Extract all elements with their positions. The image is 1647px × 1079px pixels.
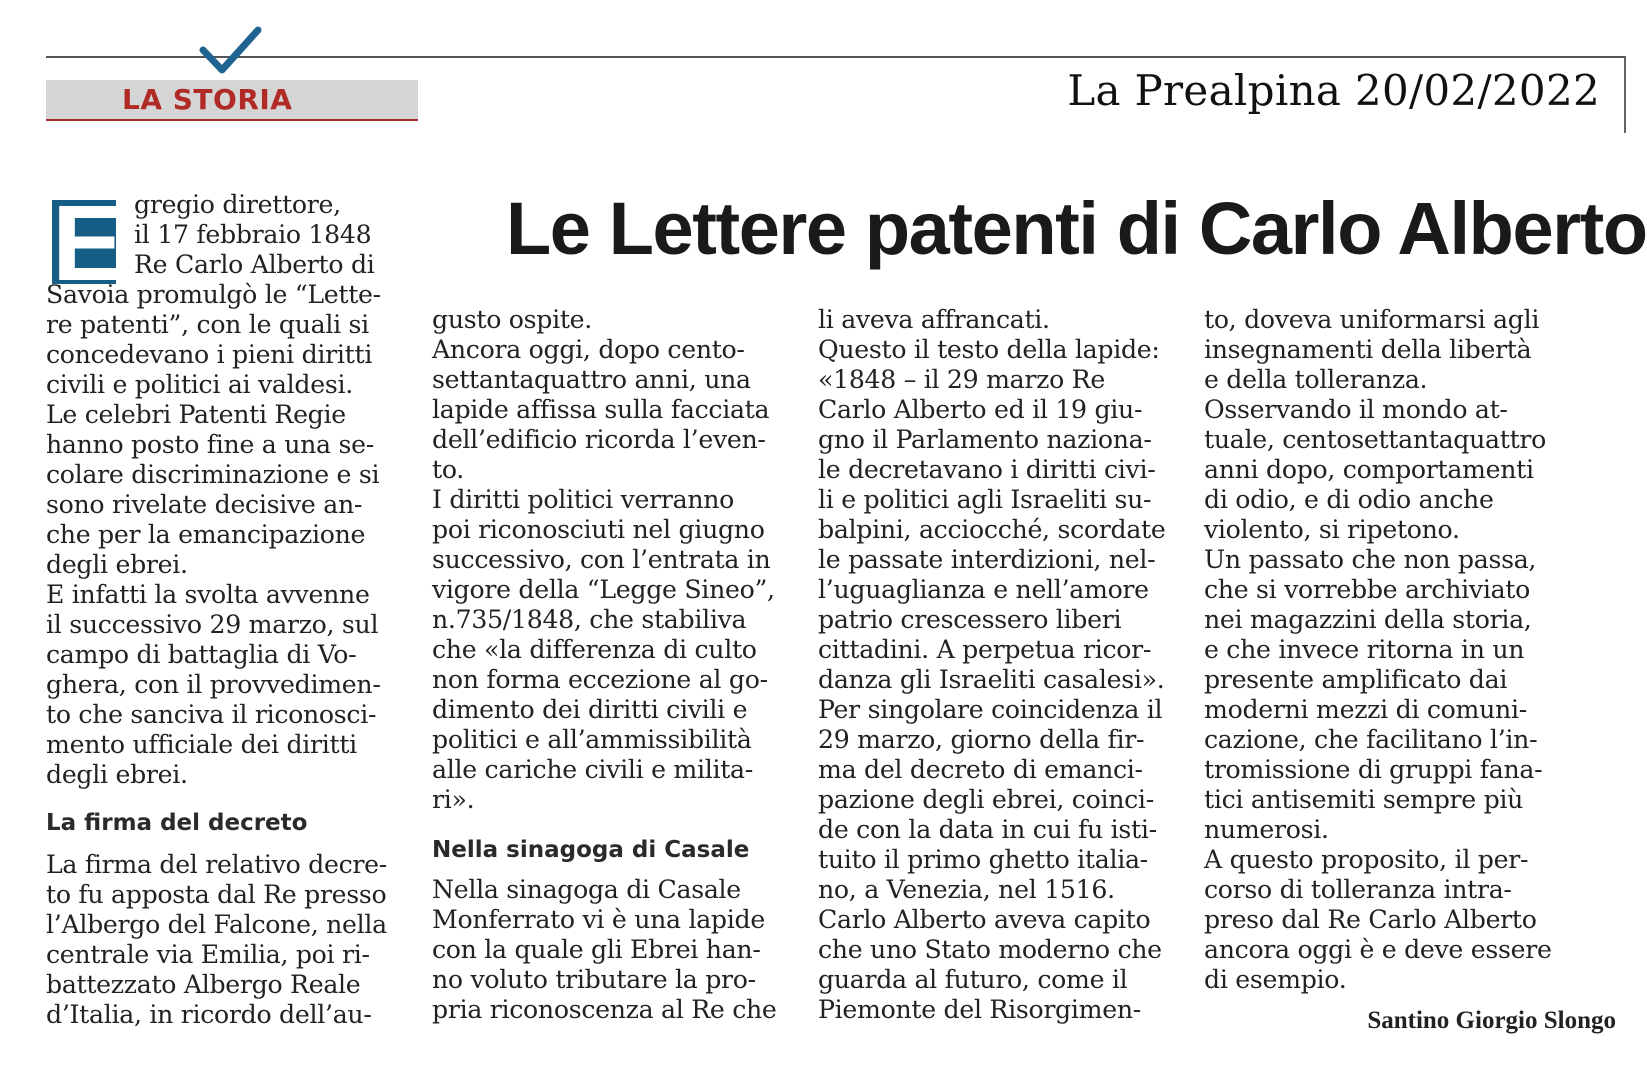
text-line: balpini, acciocché, scordate xyxy=(818,515,1166,544)
text-line: Questo il testo della lapide: xyxy=(818,335,1160,364)
text-line: poi riconosciuti nel giugno xyxy=(432,515,765,544)
text-line: che «la differenza di culto xyxy=(432,635,757,664)
text-line: cazione, che facilitano l’in- xyxy=(1204,725,1538,754)
text-line: non forma eccezione al go- xyxy=(432,665,768,694)
text-line: to che sanciva il riconosci- xyxy=(46,700,377,729)
text-line: patrio crescessero liberi xyxy=(818,605,1122,634)
text-line: moderni mezzi di comuni- xyxy=(1204,695,1527,724)
text-line: I diritti politici verranno xyxy=(432,485,735,514)
text-line: violento, si ripetono. xyxy=(1204,515,1460,544)
text-line: campo di battaglia di Vo- xyxy=(46,640,357,669)
text-line: colare discriminazione e si xyxy=(46,460,380,489)
text-line: Nella sinagoga di Casale xyxy=(432,875,741,904)
section-label xyxy=(46,80,418,121)
text-line: corso di tolleranza intra- xyxy=(1204,875,1512,904)
text-line: ri». xyxy=(432,785,475,814)
text-line: tici antisemiti sempre più xyxy=(1204,785,1524,814)
text-line: di odio, e di odio anche xyxy=(1204,485,1494,514)
text-line: to. xyxy=(432,455,464,484)
text-line: li e politici agli Israeliti su- xyxy=(818,485,1152,514)
text-line: nei magazzini della storia, xyxy=(1204,605,1532,634)
text-line: de con la data in cui fu isti- xyxy=(818,815,1157,844)
text-line: dimento dei diritti civili e xyxy=(432,695,748,724)
text-line: re patenti”, con le quali si xyxy=(46,310,369,339)
text-line: «1848 – il 29 marzo Re xyxy=(818,365,1105,394)
text-line: con la quale gli Ebrei han- xyxy=(432,935,761,964)
author-signature: Santino Giorgio Slongo xyxy=(1367,1007,1616,1034)
text-line: sono rivelate decisive an- xyxy=(46,490,363,519)
text-line: li aveva affrancati. xyxy=(818,305,1050,334)
text-line: battezzato Albergo Reale xyxy=(46,970,361,999)
text-line: Re Carlo Alberto di xyxy=(134,250,375,279)
text-line: l’Albergo del Falcone, nella xyxy=(46,910,387,939)
subhead-sinagoga: Nella sinagoga di Casale xyxy=(432,837,750,863)
text-line: E infatti la svolta avvenne xyxy=(46,580,370,609)
text-line: tuale, centosettantaquattro xyxy=(1204,425,1547,454)
text-line: d’Italia, in ricordo dell’au- xyxy=(46,1000,372,1029)
text-line: anni dopo, comportamenti xyxy=(1204,455,1534,484)
text-line: alle cariche civili e milita- xyxy=(432,755,753,784)
section-label-text: LA STORIA xyxy=(122,83,293,116)
text-line: no voluto tributare la pro- xyxy=(432,965,756,994)
text-line: ma del decreto di emanci- xyxy=(818,755,1143,784)
article-column-2 xyxy=(432,305,812,1025)
text-line: tuito il primo ghetto italia- xyxy=(818,845,1148,874)
text-line: il 17 febbraio 1848 xyxy=(134,220,372,249)
column-1-paragraphs-b xyxy=(46,850,426,1030)
text-line: numerosi. xyxy=(1204,815,1329,844)
article-column-4 xyxy=(1204,305,1584,995)
article-title: Le Lettere patenti di Carlo Alberto xyxy=(506,187,1647,270)
text-line: degli ebrei. xyxy=(46,760,188,789)
text-line: hanno posto fine a una se- xyxy=(46,430,374,459)
text-line: che uno Stato moderno che xyxy=(818,935,1162,964)
text-line: Savoia promulgò le “Lette- xyxy=(46,280,381,309)
column-2-paragraphs xyxy=(432,305,812,815)
text-line: Per singolare coincidenza il xyxy=(818,695,1163,724)
text-line: Osservando il mondo at- xyxy=(1204,395,1508,424)
column-4-paragraphs xyxy=(1204,305,1584,995)
text-line: A questo proposito, il per- xyxy=(1204,845,1529,874)
text-line: Monferrato vi è una lapide xyxy=(432,905,765,934)
text-line: to fu apposta dal Re presso xyxy=(46,880,387,909)
text-line: l’uguaglianza e nell’amore xyxy=(818,575,1149,604)
checkmark-icon xyxy=(200,26,262,76)
text-line: 29 marzo, giorno della fir- xyxy=(818,725,1145,754)
text-line: e della tolleranza. xyxy=(1204,365,1428,394)
text-line: politici e all’ammissibilità xyxy=(432,725,752,754)
text-line: che per la emancipazione xyxy=(46,520,366,549)
text-line: settantaquattro anni, una xyxy=(432,365,751,394)
text-line: Le celebri Patenti Regie xyxy=(46,400,346,429)
text-line: cittadini. A perpetua ricor- xyxy=(818,635,1152,664)
text-line: n.735/1848, che stabiliva xyxy=(432,605,747,634)
text-line: e che invece ritorna in un xyxy=(1204,635,1525,664)
text-line: preso dal Re Carlo Alberto xyxy=(1204,905,1537,934)
text-line: degli ebrei. xyxy=(46,550,188,579)
text-line: tromissione di gruppi fana- xyxy=(1204,755,1543,784)
text-line: mento ufficiale dei diritti xyxy=(46,730,357,759)
text-line: insegnamenti della libertà xyxy=(1204,335,1532,364)
column-3-paragraphs xyxy=(818,305,1198,1025)
text-line: vigore della “Legge Sineo”, xyxy=(432,575,775,604)
text-line: Un passato che non passa, xyxy=(1204,545,1537,574)
text-line: Carlo Alberto ed il 19 giu- xyxy=(818,395,1143,424)
text-line: centrale via Emilia, poi ri- xyxy=(46,940,370,969)
text-line: Ancora oggi, dopo cento- xyxy=(432,335,745,364)
column-1-paragraphs xyxy=(46,182,426,790)
text-line: presente amplificato dai xyxy=(1204,665,1508,694)
text-line: gno il Parlamento naziona- xyxy=(818,425,1152,454)
text-line: civili e politici ai valdesi. xyxy=(46,370,353,399)
text-line: pria riconoscenza al Re che xyxy=(432,995,777,1024)
text-line: Piemonte del Risorgimen- xyxy=(818,995,1141,1024)
subhead-firma: La firma del decreto xyxy=(46,810,308,836)
text-line: il successivo 29 marzo, sul xyxy=(46,610,379,639)
text-line: Carlo Alberto aveva capito xyxy=(818,905,1151,934)
text-line: ancora oggi è e deve essere xyxy=(1204,935,1552,964)
text-line: dell’edificio ricorda l’even- xyxy=(432,425,766,454)
text-line: La firma del relativo decre- xyxy=(46,850,387,879)
drop-cap: E xyxy=(52,182,125,303)
text-line: to, doveva uniformarsi agli xyxy=(1204,305,1540,334)
text-line: concedevano i pieni diritti xyxy=(46,340,373,369)
text-line: le passate interdizioni, nel- xyxy=(818,545,1156,574)
text-line: danza gli Israeliti casalesi». xyxy=(818,665,1165,694)
text-line: ghera, con il provvedimen- xyxy=(46,670,381,699)
text-line: no, a Venezia, nel 1516. xyxy=(818,875,1115,904)
text-line: lapide affissa sulla facciata xyxy=(432,395,770,424)
column-2-paragraphs-b xyxy=(432,875,812,1025)
header-rule xyxy=(46,56,1626,58)
article-column-1 xyxy=(46,182,426,1030)
article-column-3 xyxy=(818,305,1198,1025)
text-line: gusto ospite. xyxy=(432,305,592,334)
text-line: gregio direttore, xyxy=(134,190,341,219)
text-line: guarda al futuro, come il xyxy=(818,965,1128,994)
text-line: che si vorrebbe archiviato xyxy=(1204,575,1530,604)
publication-source: La Prealpina 20/02/2022 xyxy=(1067,66,1600,115)
header-side-rule xyxy=(1624,57,1626,133)
text-line: successivo, con l’entrata in xyxy=(432,545,771,574)
text-line: pazione degli ebrei, coinci- xyxy=(818,785,1154,814)
text-line: di esempio. xyxy=(1204,965,1347,994)
text-line: le decretavano i diritti civi- xyxy=(818,455,1156,484)
